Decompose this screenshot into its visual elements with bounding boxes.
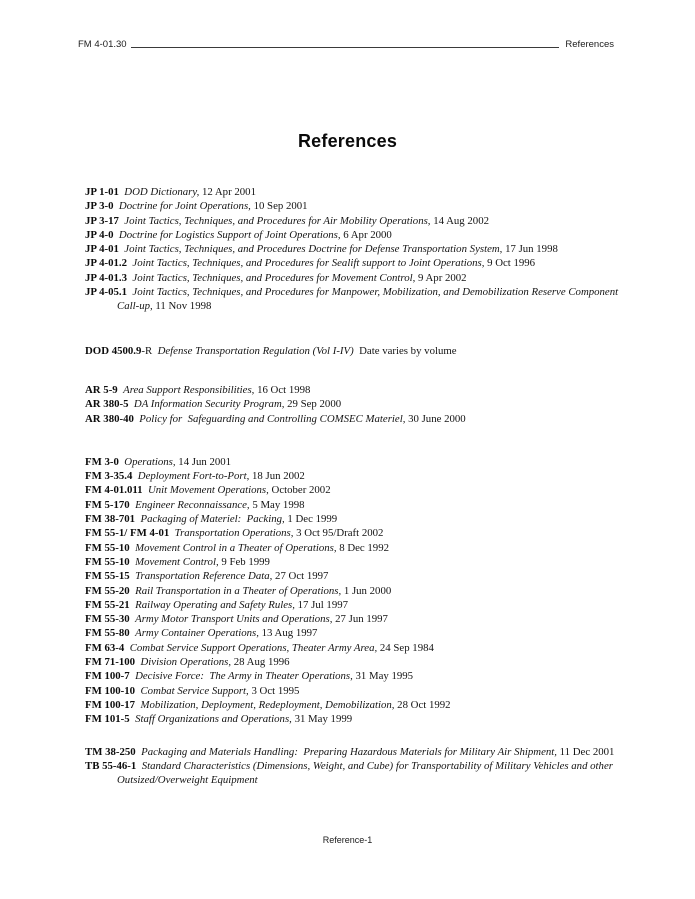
reference-entry xyxy=(85,759,640,788)
reference-entry xyxy=(85,256,640,270)
reference-title: Combat Service Support, xyxy=(140,684,249,697)
reference-date: 9 Feb 1999 xyxy=(221,555,270,568)
reference-date: 6 Apr 2000 xyxy=(343,228,392,241)
reference-number: FM 71-100 xyxy=(85,656,136,669)
reference-entry xyxy=(85,598,640,612)
reference-number: JP 4-0 xyxy=(85,228,114,241)
reference-title: Transportation Reference Data, xyxy=(135,570,273,583)
reference-date: 31 May 1999 xyxy=(294,713,353,726)
reference-title: Joint Tactics, Techniques, and Procedures for Air Mobility Operations, xyxy=(124,214,431,227)
reference-entry xyxy=(85,526,640,540)
reference-date: 24 Sep 1984 xyxy=(379,641,434,654)
reference-number: TB 55-46-1 xyxy=(85,759,137,772)
reference-entry xyxy=(85,541,640,555)
reference-entry xyxy=(85,641,640,655)
reference-number: FM 55-20 xyxy=(85,584,130,597)
reference-entry xyxy=(85,285,640,314)
reference-entry xyxy=(85,626,640,640)
dod-references xyxy=(85,344,640,358)
reference-number: DOD 4500.9 xyxy=(85,344,142,357)
reference-date: 28 Oct 1992 xyxy=(397,698,451,711)
reference-title: Joint Tactics, Techniques, and Procedures for Sealift support to Joint Operations, xyxy=(132,257,485,270)
reference-number: FM 55-15 xyxy=(85,570,130,583)
reference-number: JP 4-01 xyxy=(85,243,119,256)
reference-number: JP 4-05.1 xyxy=(85,286,127,299)
reference-date: 30 June 2000 xyxy=(408,412,466,425)
reference-title: DA Information Security Program, xyxy=(133,398,285,411)
reference-number: JP 4-01.2 xyxy=(85,257,127,270)
reference-number: JP 1-01 xyxy=(85,186,119,198)
reference-entry xyxy=(85,469,640,483)
reference-entry xyxy=(85,712,640,726)
reference-date: 28 Aug 1996 xyxy=(233,656,290,669)
reference-date: 31 May 1995 xyxy=(355,670,414,683)
reference-date: 17 Jul 1997 xyxy=(297,598,349,611)
reference-date: 17 Jun 1998 xyxy=(505,243,558,256)
reference-entry xyxy=(85,483,640,497)
reference-entry xyxy=(85,669,640,683)
reference-date: October 2002 xyxy=(271,484,331,497)
tm-tb-references xyxy=(85,745,640,788)
reference-entry xyxy=(85,498,640,512)
reference-date: Date varies by volume xyxy=(359,344,457,357)
reference-number: FM 55-80 xyxy=(85,627,130,640)
reference-date: 14 Jun 2001 xyxy=(178,455,232,468)
reference-date: 29 Sep 2000 xyxy=(287,398,342,411)
reference-entry xyxy=(85,745,640,759)
reference-date: 9 Oct 1996 xyxy=(487,257,536,270)
reference-entry xyxy=(85,397,640,411)
reference-number: FM 101-5 xyxy=(85,713,130,726)
ar-references xyxy=(85,383,640,426)
reference-number: JP 3-0 xyxy=(85,200,114,213)
reference-entry xyxy=(85,214,640,228)
reference-entry xyxy=(85,584,640,598)
reference-date: 12 Apr 2001 xyxy=(201,186,256,198)
reference-title: Movement Control in a Theater of Operations, xyxy=(135,541,337,554)
reference-number: AR 380-5 xyxy=(85,398,129,411)
reference-number: FM 55-10 xyxy=(85,555,130,568)
header-right-label: References xyxy=(565,39,614,50)
reference-title: Doctrine for Joint Operations, xyxy=(118,200,251,213)
reference-entry xyxy=(85,684,640,698)
page-footer: Reference-1 xyxy=(322,835,373,845)
reference-date: 1 Dec 1999 xyxy=(287,513,338,526)
reference-title: Combat Service Support Operations, Theater Army Area, xyxy=(129,641,378,654)
reference-entry xyxy=(85,655,640,669)
reference-number: FM 5-170 xyxy=(85,498,130,511)
reference-title: Deployment Fort-to-Port, xyxy=(137,470,250,483)
reference-title: Packaging of Materiel: Packing, xyxy=(140,513,285,526)
reference-date: 3 Oct 1995 xyxy=(251,684,300,697)
reference-number: FM 3-0 xyxy=(85,455,119,468)
reference-date: 5 May 1998 xyxy=(252,498,305,511)
reference-title: Army Container Operations, xyxy=(135,627,259,640)
reference-number: FM 63-4 xyxy=(85,641,125,654)
reference-number: FM 55-30 xyxy=(85,613,130,626)
reference-title: Policy for Safeguarding and Controlling COMSEC Materiel, xyxy=(139,412,406,425)
reference-entry xyxy=(85,555,640,569)
reference-date: 9 Apr 2002 xyxy=(418,271,467,284)
reference-date: 1 Jun 2000 xyxy=(343,584,392,597)
reference-title: Area Support Responsibilities, xyxy=(123,383,255,396)
reference-number: FM 55-10 xyxy=(85,541,130,554)
reference-title: Joint Tactics, Techniques, and Procedures Doctrine for Defense Transportation System, xyxy=(124,243,503,256)
reference-entry xyxy=(85,228,640,242)
reference-number: FM 100-17 xyxy=(85,698,136,711)
reference-entry xyxy=(85,242,640,256)
reference-title: Movement Control, xyxy=(135,555,219,568)
reference-date: 14 Aug 2002 xyxy=(433,214,489,227)
reference-entry xyxy=(85,455,640,469)
fm-references xyxy=(85,455,640,727)
reference-title: Rail Transportation in a Theater of Operations, xyxy=(135,584,342,597)
reference-number: FM 55-21 xyxy=(85,598,130,611)
reference-date: 11 Nov 1998 xyxy=(155,300,212,313)
reference-number-suffix: -R xyxy=(141,344,153,357)
reference-entry xyxy=(85,412,640,426)
reference-number: FM 100-7 xyxy=(85,670,130,683)
references-list xyxy=(85,185,640,787)
reference-entry xyxy=(85,344,640,358)
reference-date: 27 Jun 1997 xyxy=(335,613,388,626)
reference-title: Defense Transportation Regulation (Vol I-IV) xyxy=(157,344,357,357)
reference-title: Division Operations, xyxy=(140,656,232,669)
reference-number: FM 4-01.011 xyxy=(85,484,143,497)
reference-entry xyxy=(85,512,640,526)
reference-date: 11 Dec 2001 xyxy=(559,745,615,758)
reference-number: AR 5-9 xyxy=(85,383,118,396)
page-header xyxy=(78,39,614,50)
reference-title: Joint Tactics, Techniques, and Procedures for Movement Control, xyxy=(132,271,416,284)
reference-number: FM 3-35.4 xyxy=(85,470,133,483)
page-title: References xyxy=(297,131,398,151)
reference-entry xyxy=(85,185,640,199)
reference-number: FM 38-701 xyxy=(85,513,136,526)
reference-number: AR 380-40 xyxy=(85,412,134,425)
reference-title: Railway Operating and Safety Rules, xyxy=(135,598,295,611)
reference-date: 3 Oct 95/Draft 2002 xyxy=(296,527,384,540)
reference-entry xyxy=(85,271,640,285)
reference-entry xyxy=(85,569,640,583)
reference-title: Unit Movement Operations, xyxy=(147,484,269,497)
reference-entry xyxy=(85,612,640,626)
reference-title: Decisive Force: The Army in Theater Operations, xyxy=(135,670,353,683)
reference-number: FM 55-1/ FM 4-01 xyxy=(85,527,170,540)
reference-title: Transportation Operations, xyxy=(174,527,294,540)
reference-number: JP 3-17 xyxy=(85,214,119,227)
reference-title: Doctrine for Logistics Support of Joint Operations, xyxy=(118,228,341,241)
reference-title: Standard Characteristics (Dimensions, Weight, and Cube) for Transportability of Military Vehicles and other Outsized/Overweight Equipment xyxy=(117,759,613,787)
jp-references xyxy=(85,185,640,314)
reference-date: 13 Aug 1997 xyxy=(261,627,318,640)
reference-number: JP 4-01.3 xyxy=(85,271,127,284)
reference-number: TM 38-250 xyxy=(85,745,136,758)
reference-title: Army Motor Transport Units and Operations, xyxy=(135,613,333,626)
reference-date: 8 Dec 1992 xyxy=(339,541,390,554)
reference-title: DOD Dictionary, xyxy=(124,186,200,198)
reference-title: Engineer Reconnaissance, xyxy=(135,498,250,511)
reference-entry xyxy=(85,698,640,712)
reference-title: Packaging and Materials Handling: Preparing Hazardous Materials for Military Air Shipment, xyxy=(141,745,557,758)
reference-title: Joint Tactics, Techniques, and Procedures for Manpower, Mobilization, and Demobilization Reserve Component Call-up, xyxy=(117,286,619,313)
reference-entry xyxy=(85,383,640,397)
header-left-label: FM 4-01.30 xyxy=(78,39,127,50)
reference-date: 16 Oct 1998 xyxy=(257,383,311,396)
reference-title: Operations, xyxy=(124,455,176,468)
reference-date: 18 Jun 2002 xyxy=(252,470,305,483)
reference-title: Mobilization, Deployment, Redeployment, Demobilization, xyxy=(140,698,395,711)
reference-number: FM 100-10 xyxy=(85,684,136,697)
header-rule xyxy=(131,46,560,48)
reference-entry xyxy=(85,199,640,213)
reference-title: Staff Organizations and Operations, xyxy=(135,713,292,726)
reference-date: 10 Sep 2001 xyxy=(253,200,308,213)
reference-date: 27 Oct 1997 xyxy=(275,570,329,583)
